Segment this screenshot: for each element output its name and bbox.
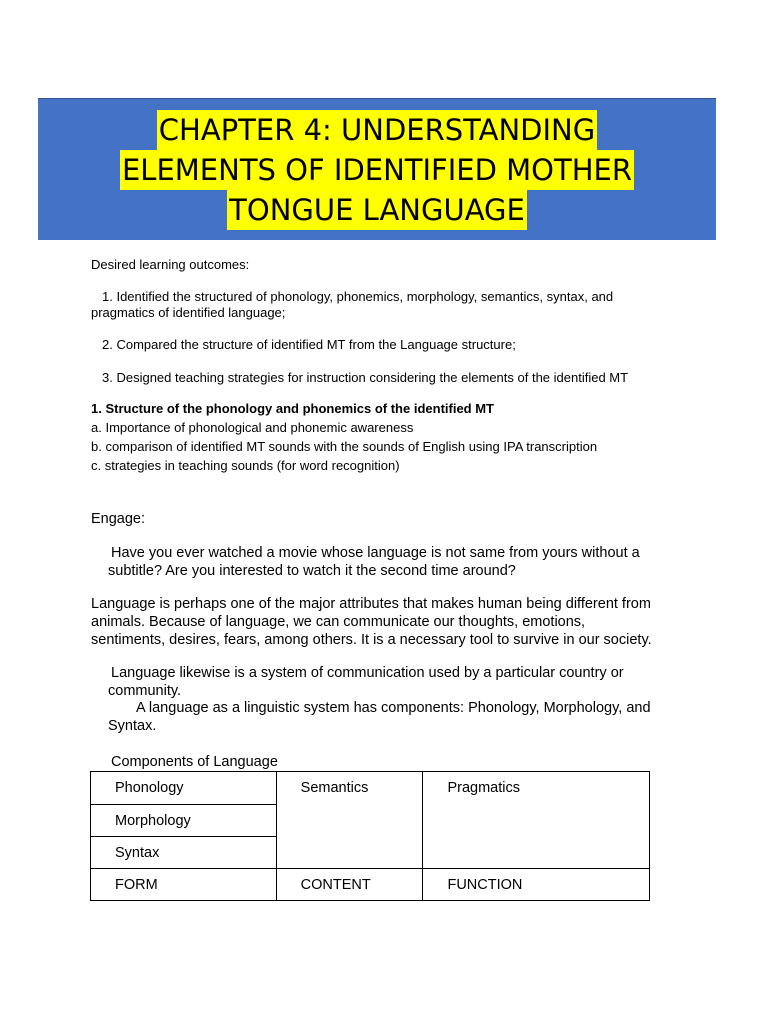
table-cell-phonology: Phonology bbox=[91, 772, 277, 805]
table-cell-morphology: Morphology bbox=[91, 805, 277, 837]
table-cell-form: FORM bbox=[91, 869, 277, 901]
engage-question-line-2: subtitle? Are you interested to watch it the second time around? bbox=[108, 563, 516, 579]
chapter-title-banner bbox=[38, 98, 716, 240]
outcome-item-1-line-2: pragmatics of identified language; bbox=[91, 305, 286, 320]
outcome-item-1-line-1: 1. Identified the structured of phonology, phonemics, morphology, semantics, syntax, and bbox=[102, 289, 614, 304]
paragraph-3-line-2: Syntax. bbox=[108, 718, 157, 734]
chapter-title-line-1: CHAPTER 4: UNDERSTANDING bbox=[157, 110, 597, 150]
table-row bbox=[91, 772, 650, 805]
outcome-item-2: 2. Compared the structure of identified MT from the Language structure; bbox=[102, 337, 516, 352]
components-table-caption: Components of Language bbox=[111, 754, 278, 770]
paragraph-2-line-1: Language likewise is a system of communication used by a particular country or bbox=[111, 665, 624, 681]
table-cell-pragmatics: Pragmatics bbox=[423, 772, 650, 869]
table-row bbox=[91, 869, 650, 901]
table-cell-function: FUNCTION bbox=[423, 869, 650, 901]
section-1-heading: 1. Structure of the phonology and phonemics of the identified MT bbox=[91, 401, 494, 416]
paragraph-1-line-3: sentiments, desires, fears, among others. It is a necessary tool to survive in our society. bbox=[91, 632, 652, 648]
paragraph-2-line-2: community. bbox=[108, 683, 182, 699]
paragraph-3-line-1: A language as a linguistic system has components: Phonology, Morphology, and bbox=[136, 700, 651, 716]
outcomes-heading: Desired learning outcomes: bbox=[91, 257, 250, 272]
paragraph-1-line-1: Language is perhaps one of the major attributes that makes human being different from bbox=[91, 596, 651, 612]
chapter-title-line-3: TONGUE LANGUAGE bbox=[227, 190, 527, 230]
table-cell-content: CONTENT bbox=[276, 869, 423, 901]
table-cell-syntax: Syntax bbox=[91, 837, 277, 869]
paragraph-1-line-2: animals. Because of language, we can communicate our thoughts, emotions, bbox=[91, 614, 586, 630]
outcome-item-3: 3. Designed teaching strategies for instruction considering the elements of the identified MT bbox=[102, 370, 629, 385]
table-cell-semantics: Semantics bbox=[276, 772, 423, 869]
chapter-title-line-2: ELEMENTS OF IDENTIFIED MOTHER bbox=[120, 150, 634, 190]
section-1-item-c: c. strategies in teaching sounds (for word recognition) bbox=[91, 458, 400, 473]
section-1-item-b: b. comparison of identified MT sounds with the sounds of English using IPA transcription bbox=[91, 439, 598, 454]
section-1-item-a: a. Importance of phonological and phonemic awareness bbox=[91, 420, 414, 435]
components-table bbox=[90, 771, 650, 901]
engage-question-line-1: Have you ever watched a movie whose language is not same from yours without a bbox=[111, 545, 640, 561]
engage-label: Engage: bbox=[91, 511, 146, 527]
